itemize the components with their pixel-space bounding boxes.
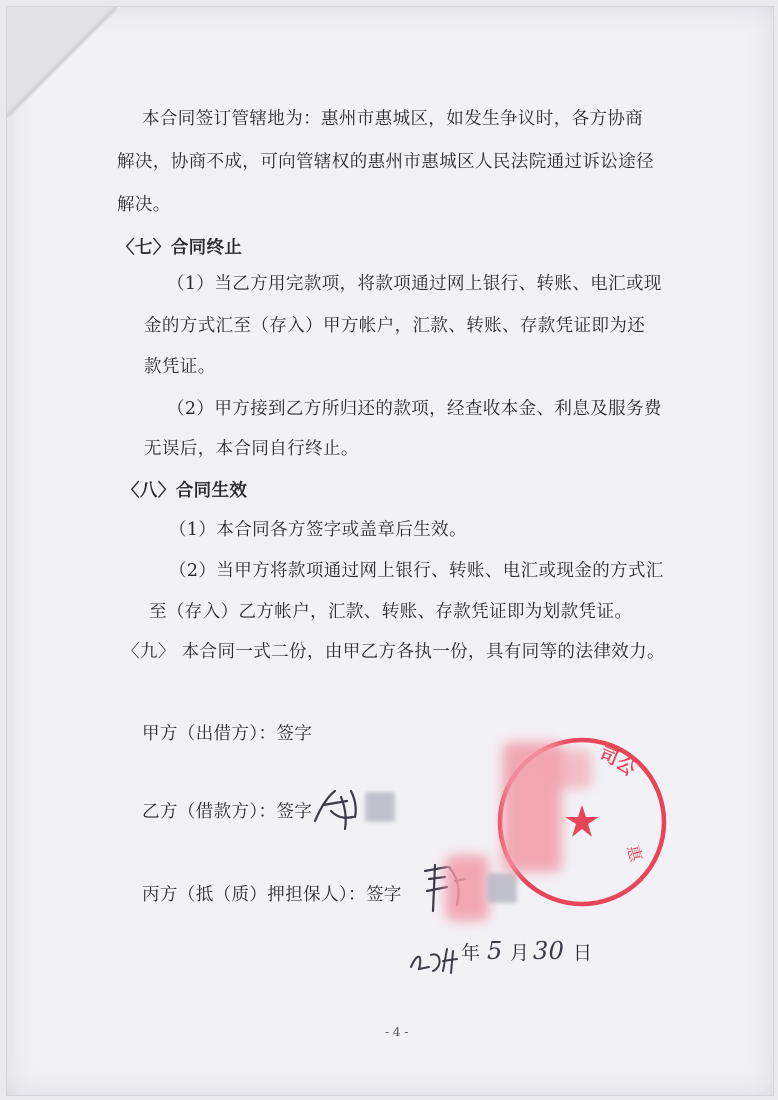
page-number: - 4 - [385,1025,409,1039]
paragraph-line: （1）当乙方用完款项，将款项通过网上银行、转账、电汇或现 [167,274,662,294]
party-c-signature-label: 丙方（抵（质）押担保人）：签字 [142,885,402,905]
date-year-char: 年 [461,942,481,964]
date-month-number: 5 [487,937,503,965]
svg-text:惠: 惠 [623,843,646,864]
paragraph-line: （2）当甲方将款项通过网上银行、转账、电汇或现金的方式汇 [169,561,664,581]
date-day-number: 30 [533,937,565,965]
paragraph-line: 〈九〉 本合同一式二份，由甲乙方各执一份，具有同等的法律效力。 [122,642,665,662]
document-page [6,6,774,1096]
section-heading: 〈七〉合同终止 [117,238,243,258]
party-b-signature-label: 乙方（借款方）：签字 [142,802,313,822]
paragraph-line: 无误后，本合同自行终止。 [144,439,359,459]
paragraph-line: 解决，协商不成，可向管辖权的惠州市惠城区人民法院通过诉讼途径 [117,152,654,172]
paragraph-line: （2）甲方接到乙方所归还的款项，经查收本金、利息及服务费 [167,399,662,419]
folded-corner [7,7,117,117]
paragraph-line: 至（存入）乙方帐户，汇款、转账、存款凭证即为划款凭证。 [149,602,633,622]
paragraph-line: （1）本合同各方签字或盖章后生效。 [169,520,467,540]
party-a-signature-label: 甲方（出借方）：签字 [142,724,313,744]
paragraph-line: 款凭证。 [144,357,216,377]
redacted-seal-text [552,749,592,789]
svg-text:司公: 司公 [596,743,640,781]
handwritten-year [407,935,467,979]
party-b-handwritten-signature [307,777,367,837]
date-day-char: 日 [573,942,593,964]
paragraph-line: 解决。 [117,195,171,215]
redacted-name [365,792,395,822]
paragraph-line: 本合同签订管辖地为：惠州市惠城区，如发生争议时，各方协商 [142,109,644,129]
redacted-seal-part [445,855,489,921]
paragraph-line: 金的方式汇至（存入）甲方帐户，汇款、转账、存款凭证即为还 [144,316,646,336]
date-month-char: 月 [510,942,530,964]
section-heading: 〈八〉合同生效 [122,481,248,501]
